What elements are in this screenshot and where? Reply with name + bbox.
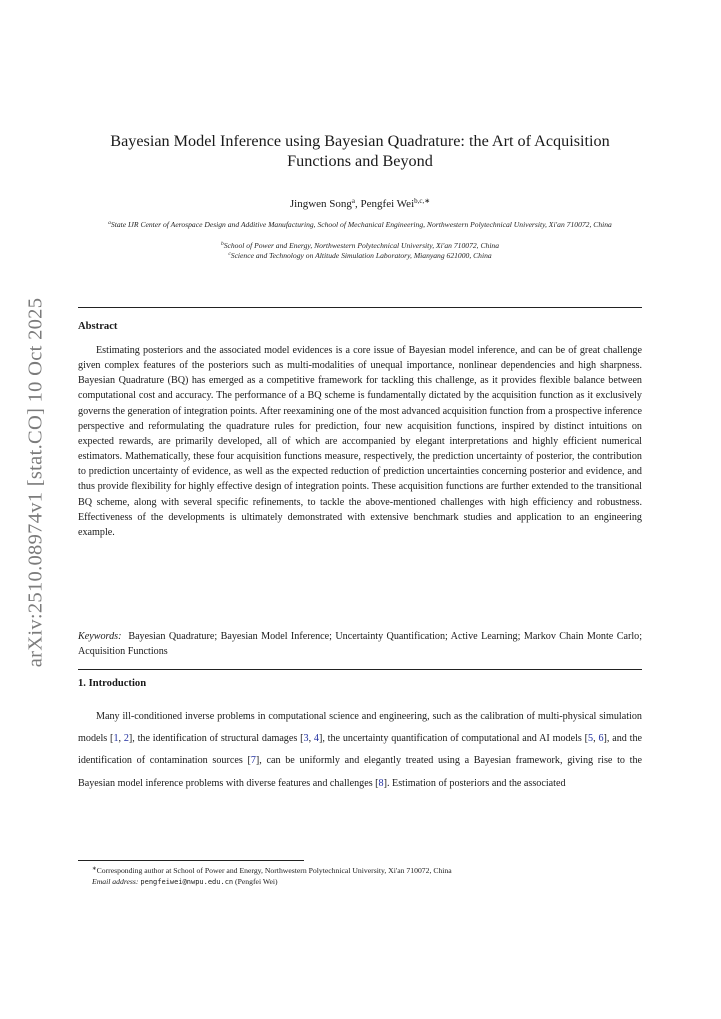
introduction-text-run: ], the identification of structural damages [ [128,733,304,745]
footnote-text: Corresponding author at School of Power and Energy, Northwestern Polytechnical University, Xi'an 710072, China [96,866,452,875]
citation-link-4[interactable]: 4 [313,733,319,745]
citation-link-3[interactable]: 3 [303,733,309,745]
abstract-heading: Abstract [78,321,118,332]
introduction-text-run: ], can be uniformly and elegantly treated using a Bayesian framework, giving rise to the Bayesian model inference problems with diverse features and challenges [ [78,755,643,789]
citation-link-8[interactable]: 8 [378,777,384,789]
email-label: Email address: [92,877,139,886]
affiliation-mark: b [220,241,224,247]
arxiv-identifier-text: arXiv:2510.08974v1 [stat.CO] 10 Oct 2025 [24,297,47,667]
affiliation-c [78,250,642,260]
affiliation-mark: c [228,251,231,257]
abstract-bottom-rule [78,669,642,670]
author-name: Pengfei Wei [360,198,415,210]
affiliation-text: State IJR Center of Aerospace Design and Additive Manufacturing, School of Mechanical Engineering, Northwestern Polytechnical University, Xi'an 710072, China [110,220,612,229]
keywords-label: Keywords: [78,631,122,642]
email-address-link[interactable]: pengfeiwei@nwpu.edu.cn [140,878,234,886]
author-affiliation-mark: b,c,∗ [414,197,431,205]
author-affiliation-mark: a [351,197,356,205]
introduction-text-run: ], the uncertainty quantification of computational and AI models [ [318,733,589,745]
affiliation-text: Science and Technology on Altitude Simulation Laboratory, Mianyang 621000, China [230,251,492,260]
arxiv-identifier-stamp [18,290,54,674]
footnote-mark: ∗ [92,866,97,872]
introduction-heading: 1. Introduction [78,678,147,689]
citation-link-7[interactable]: 7 [250,755,256,767]
introduction-text-run: ]. Estimation of posteriors and the associated [383,777,566,789]
paper-title: Bayesian Model Inference using Bayesian Quadrature: the Art of Acquisition Functions and Beyond [110,132,610,170]
citation-link-2[interactable]: 2 [123,733,129,745]
keywords-text: Bayesian Quadrature; Bayesian Model Inference; Uncertainty Quantification; Active Learning; Markov Chain Monte Carlo; Acquisition Functions [78,631,643,657]
introduction-text-run: Many ill-conditioned inverse problems in computational science and engineering, such as the calibration of multi-physical simulation models [ [78,711,642,745]
abstract-top-rule [78,307,642,308]
citation-link-5[interactable]: 5 [588,733,594,745]
email-footnote [92,876,642,888]
author-list [78,195,642,211]
keywords [78,629,642,659]
introduction-text-run: , [308,733,314,745]
affiliation-b [78,240,642,250]
author-separator: , [355,198,361,210]
introduction-text-run: , [593,733,599,745]
corresponding-author-footnote [92,864,642,876]
citation-link-1[interactable]: 1 [113,733,119,745]
affiliation-text: School of Power and Energy, Northwestern Polytechnical University, Xi'an 710072, China [223,241,500,250]
affiliation-mark: a [108,220,111,226]
email-owner: (Pengfei Wei) [235,877,278,886]
affiliation-a [78,219,642,229]
introduction-text-run: , [118,733,124,745]
author-name: Jingwen Song [289,198,352,210]
citation-link-6[interactable]: 6 [598,733,604,745]
footnote-rule [78,860,304,861]
introduction-paragraph [78,706,642,795]
introduction-text-run: ], and the identification of contamination sources [ [78,733,643,767]
abstract-text: Estimating posteriors and the associated model evidences is a core issue of Bayesian model inference, and can be of great challenge given complex features of the posteriors such as multi-modalities of unequal importance, nonlinear dependencies and high sharpness. Bayesian Quadrature (BQ) has emerged as a competitive framework for tackling this challenge, as it provides flexible balance between computational cost and accuracy. The performance of a BQ scheme is fundamentally dictated by the acquisition function as it exclusively governs the generation of integration points. After reexamining one of the most advanced acquisition function from a prospective inference perspective and reformulating the quadrature rules for prediction, four new acquisition functions, inspired by distinct intuitions on expected rewards, are primarily developed, all of which are accompanied by elegant interpretations and highly efficient numerical estimators. Mathematically, these four acquisition functions measure, respectively, the prediction uncertainty of posterior, the contribution to prediction uncertainty of evidence, as well as the expected reduction of prediction uncertainties concerning posterior and evidence, and thus provide flexibility for highly effective design of integration points. These acquisition functions are further extended to the transitional BQ scheme, along with several specific refinements, to tackle the above-mentioned challenges with high efficiency and robustness. Effectiveness of the developments is ultimately demonstrated with extensive benchmark studies and application to an engineering example. [78,345,642,538]
